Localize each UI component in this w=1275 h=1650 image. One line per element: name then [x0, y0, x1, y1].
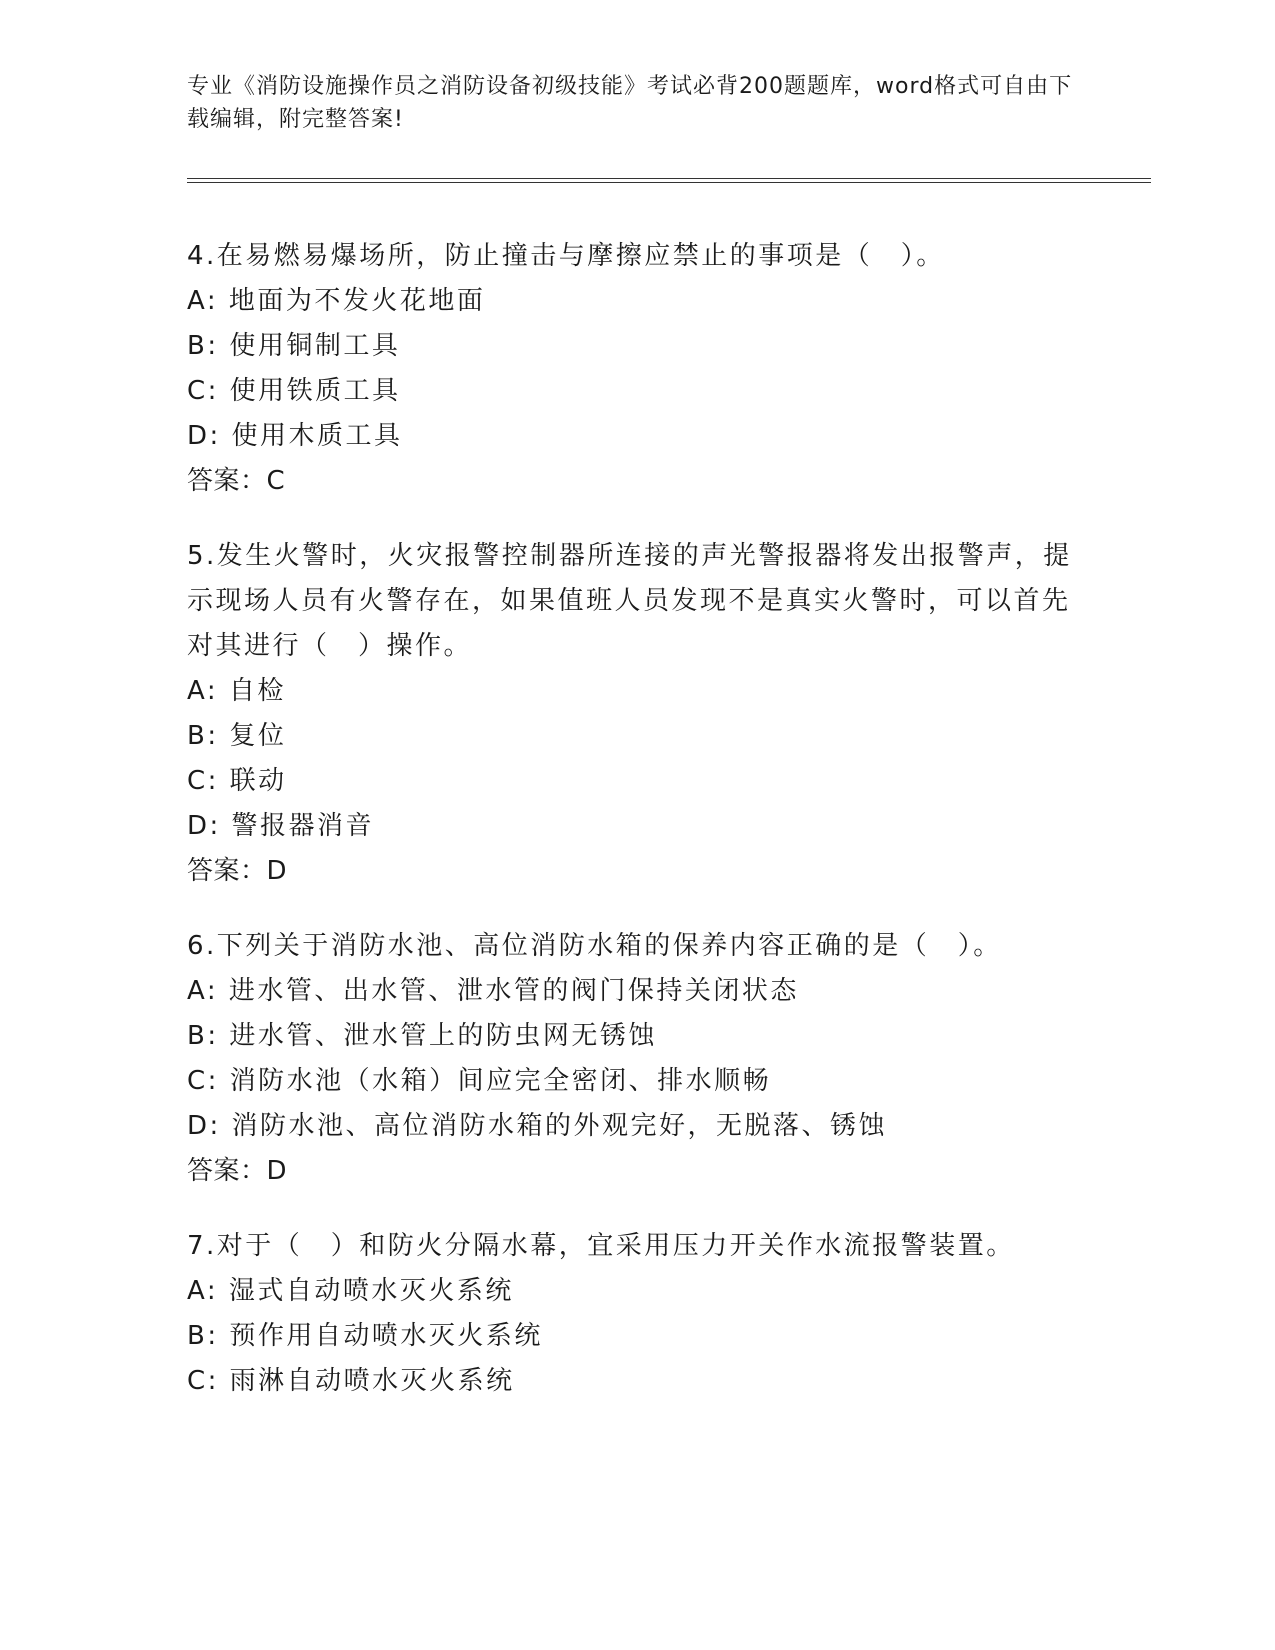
option-a: A: 自检: [187, 676, 286, 706]
answer-text: 答案：C: [187, 466, 286, 496]
question-block: [187, 1224, 1087, 1404]
option-b: B: 使用铜制工具: [187, 331, 401, 361]
option-a: A: 湿式自动喷水灭火系统: [187, 1276, 514, 1306]
option-d: D: 消防水池、高位消防水箱的外观完好，无脱落、锈蚀: [187, 1111, 888, 1141]
question-text: 7.对于（ ）和防火分隔水幕，宜采用压力开关作水流报警装置。: [187, 1231, 1015, 1261]
answer-text: 答案：D: [187, 1156, 288, 1186]
option-c: C: 联动: [187, 766, 287, 796]
option-b: B: 进水管、泄水管上的防虫网无锈蚀: [187, 1021, 657, 1051]
option-b: B: 预作用自动喷水灭火系统: [187, 1321, 543, 1351]
question-text: 6.下列关于消防水池、高位消防水箱的保养内容正确的是（ ）。: [187, 931, 1002, 961]
question-block: [187, 534, 1087, 894]
question-list: [187, 234, 1087, 1434]
option-c: C: 使用铁质工具: [187, 376, 401, 406]
question-block: [187, 234, 1087, 504]
option-d: D: 警报器消音: [187, 811, 375, 841]
document-header: 专业《消防设施操作员之消防设备初级技能》考试必背200题题库，word格式可自由下载编辑，附完整答案!: [187, 74, 1073, 132]
answer-text: 答案：D: [187, 856, 288, 886]
option-c: C: 雨淋自动喷水灭火系统: [187, 1366, 515, 1396]
option-c: C: 消防水池（水箱）间应完全密闭、排水顺畅: [187, 1066, 772, 1096]
option-a: A: 地面为不发火花地面: [187, 286, 486, 316]
question-block: [187, 924, 1087, 1194]
option-a: A: 进水管、出水管、泄水管的阀门保持关闭状态: [187, 976, 799, 1006]
question-text: 4.在易燃易爆场所，防止撞击与摩擦应禁止的事项是（ ）。: [187, 241, 945, 271]
question-text: 5.发生火警时，火灾报警控制器所连接的声光警报器将发出报警声，提示现场人员有火警存在，如果值班人员发现不是真实火警时，可以首先对其进行（ ）操作。: [187, 541, 1072, 661]
option-b: B: 复位: [187, 721, 287, 751]
header-double-rule: [187, 178, 1151, 183]
option-d: D: 使用木质工具: [187, 421, 403, 451]
